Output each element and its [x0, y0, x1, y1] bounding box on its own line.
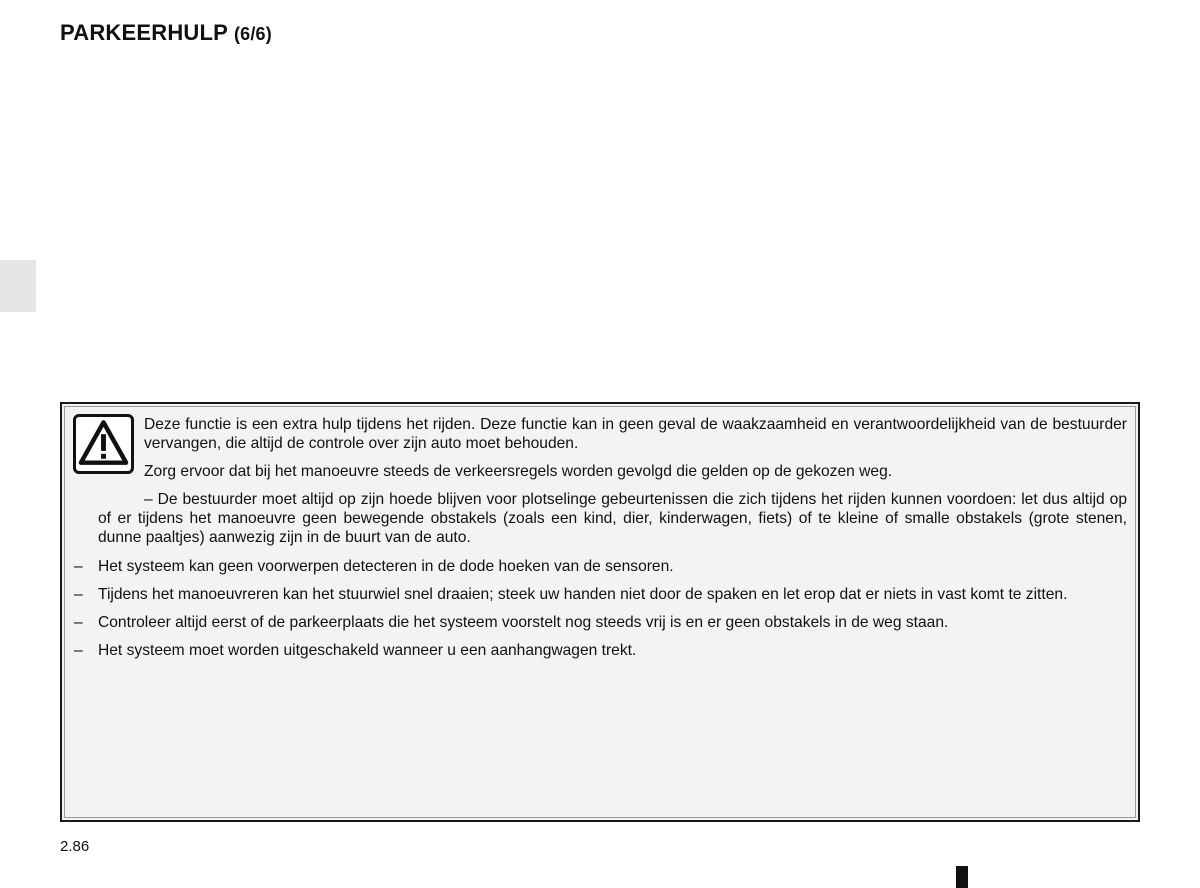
- warning-paragraph: – De bestuurder moet altijd op zijn hoede blijven voor plotselinge gebeurtenissen die zich tijdens het rijden kunnen voordoen: let dus altijd op of er tijdens het manoeuvre geen bewegende obstakels (zoals een kind, dier, kinderwagen, fiets) of te kleine of smalle obstakels (grote stenen, dunne paaltjes) aanwezig zijn in de buurt van de auto.: [98, 491, 1127, 546]
- title-text: PARKEERHULP: [60, 20, 228, 45]
- warning-bullet-list: [74, 557, 1127, 669]
- bullet-dash: –: [74, 642, 83, 659]
- list-item-text: Het systeem kan geen voorwerpen detecteren in de dode hoeken van de sensoren.: [98, 558, 674, 575]
- warning-triangle-icon: [73, 414, 134, 474]
- warning-box: [60, 402, 1140, 822]
- list-item: [74, 585, 1127, 604]
- warning-paragraph: Deze functie is een extra hulp tijdens het rijden. Deze functie kan in geen geval de waakzaamheid en verantwoordelijkheid van de bestuurder vervangen, die altijd de controle over zijn auto moet behouden.: [144, 416, 1127, 452]
- list-item: [74, 641, 1127, 660]
- warning-paragraph: Zorg ervoor dat bij het manoeuvre steeds de verkeersregels worden gevolgd die gelden op de gekozen weg.: [144, 463, 893, 480]
- list-item-text: Tijdens het manoeuvreren kan het stuurwiel snel draaien; steek uw handen niet door de spaken en let erop dat er niets in vast komt te zitten.: [98, 586, 1068, 603]
- print-crop-mark: [956, 866, 968, 888]
- bullet-dash: –: [74, 614, 83, 631]
- list-item: [74, 557, 1127, 576]
- list-item: [74, 613, 1127, 632]
- bullet-dash: –: [74, 558, 83, 575]
- list-item-text: Het systeem moet worden uitgeschakeld wanneer u een aanhangwagen trekt.: [98, 642, 637, 659]
- list-item-text: Controleer altijd eerst of de parkeerplaats die het systeem voorstelt nog steeds vrij is en er geen obstakels in de weg staan.: [98, 614, 949, 631]
- page-number: 2.86: [60, 838, 90, 855]
- bullet-dash: –: [74, 586, 83, 603]
- chapter-side-tab: [0, 260, 36, 312]
- page-indicator: (6/6): [233, 24, 272, 44]
- page-title: [60, 20, 272, 46]
